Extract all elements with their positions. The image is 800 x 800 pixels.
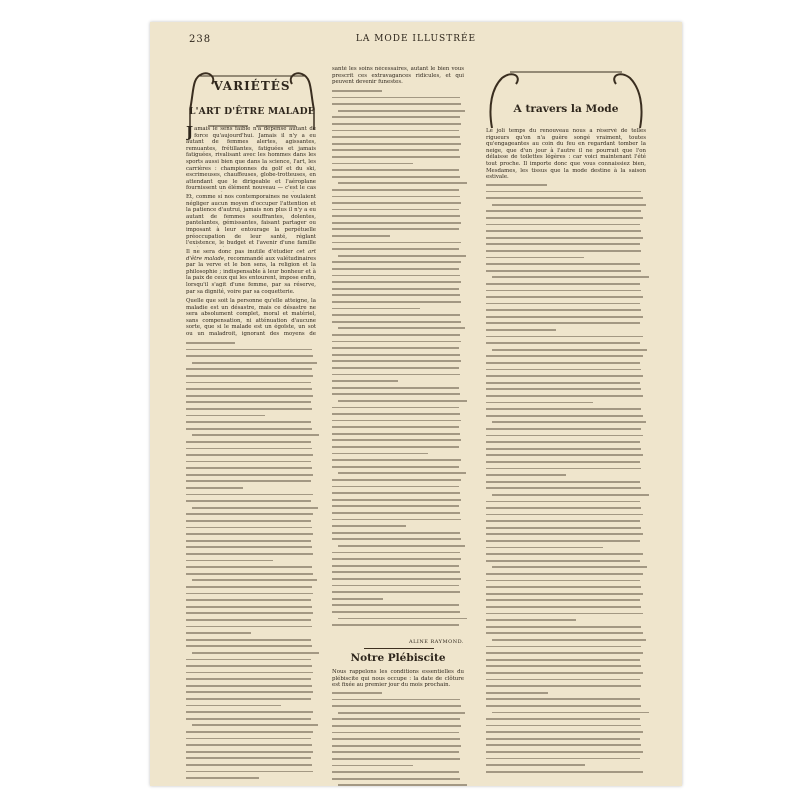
text-line	[186, 355, 313, 357]
text-line	[332, 604, 459, 606]
text-line	[332, 156, 460, 158]
text-line	[332, 116, 460, 118]
text-line	[332, 771, 459, 773]
text-line	[486, 448, 641, 450]
text-line	[486, 257, 584, 259]
text-line	[186, 744, 312, 746]
text-line	[332, 281, 461, 283]
text-line	[186, 395, 313, 397]
page-number: 238	[189, 34, 212, 45]
text-line	[186, 388, 312, 390]
text-line	[186, 612, 313, 614]
paragraph-text: Le joli temps du renouveau nous a réservé de telles rigueurs qu'on n'a guère songé vraiment, toutes qu'engageantes au coin du feu en regardant tomber la neige, que d'un jour à l'autre il ne pourrait que l'on délaisse de toilettes légères : car voici maintenant l'été tout proche. Il importe donc que vous connaissiez bien, Mesdames, les tissus que la mode destine à la saison estivale.	[486, 128, 646, 181]
text-line	[332, 123, 461, 125]
text-line	[332, 732, 459, 734]
text-line	[186, 777, 259, 779]
text-line	[332, 163, 413, 165]
text-line	[486, 217, 643, 219]
paragraph-text: Et, comme si nos contemporaines ne voulaient négliger aucun moyen d'occuper l'attention et la patience d'autrui, jamais non plus il n'y a eu autant de femmes souffrantes, dolentes, pantelantes, gémissantes, faisant partager ou imposant à leur entourage la perpétuelle préoccupation de leur santé, réglant l'existence, le budget et l'avenir d'une famille	[186, 194, 316, 247]
text-line	[486, 573, 643, 575]
text-line	[332, 308, 420, 310]
text-line	[186, 454, 313, 456]
text-line	[186, 401, 311, 403]
text-line	[186, 480, 311, 482]
text-line	[186, 540, 311, 542]
text-line	[332, 393, 460, 395]
text-line	[486, 322, 640, 324]
text-line	[486, 329, 556, 331]
text-line	[486, 342, 640, 344]
text-line	[332, 745, 461, 747]
text-line	[338, 327, 465, 329]
article-title: L'ART D'ÊTRE MALADE	[188, 106, 316, 117]
text-line	[338, 784, 467, 786]
text-line	[332, 571, 460, 573]
article-paragraph	[186, 126, 316, 192]
author-signature: ALINE RAYMOND.	[408, 639, 464, 645]
text-line	[486, 725, 641, 727]
text-line	[486, 481, 640, 483]
text-line	[332, 228, 459, 230]
text-line	[486, 250, 641, 252]
text-line	[332, 367, 459, 369]
text-line	[332, 578, 461, 580]
text-line	[186, 659, 311, 661]
text-line	[486, 580, 640, 582]
plebiscite-heading: Notre Plébiscite	[350, 652, 446, 664]
text-line	[332, 738, 460, 740]
right-title-ornament-icon	[486, 66, 646, 130]
text-line	[332, 525, 406, 527]
text-line	[186, 698, 311, 700]
text-line	[186, 382, 311, 384]
text-line	[486, 375, 643, 377]
text-line	[186, 342, 235, 344]
paragraph-text: amais le sens faible n'a dépensé autant de force qu'aujourd'hui. Jamais il n'y a eu autant de femmes alertes, agissantes, remuantes, frétillantes, fatiguées et jamais fatiguées, rivalisant avec les hommes dans les sports aussi bien que dans la science, l'art, les carrières : championnes du golf et du ski, escrimeuses, chauffeuses, globe-trotteuses, en attendant que le dirigeable et l'aéroplane fournissent un élément nouveau — c'est le cas	[186, 126, 316, 192]
text-line	[332, 765, 413, 767]
text-line	[486, 540, 640, 542]
text-line	[186, 751, 313, 753]
text-line	[486, 520, 640, 522]
text-line	[186, 474, 313, 476]
text-line	[486, 533, 643, 535]
text-line	[186, 520, 311, 522]
text-line	[486, 738, 640, 740]
text-line	[186, 593, 313, 595]
text-line	[186, 691, 313, 693]
text-line	[486, 626, 641, 628]
text-line	[332, 294, 460, 296]
paragraph-text: Quelle que soit la personne qu'elle atteigne, la maladie est un désastre, mais ce désastre ne sera absolument complet, moral et matériel, sans compensation, ni atténuation d'aucune sorte, que si le malade est un égoïste, un sot ou un maladroit, ignorant des moyens de	[186, 298, 316, 337]
text-line	[332, 439, 461, 441]
text-line	[338, 545, 465, 547]
text-line	[186, 711, 313, 713]
text-line	[186, 705, 281, 707]
text-line	[332, 725, 461, 727]
text-line	[186, 738, 311, 740]
divider	[364, 648, 434, 649]
text-line	[486, 586, 641, 588]
text-line	[486, 679, 640, 681]
article-paragraph	[186, 249, 316, 296]
text-line	[486, 599, 640, 601]
paragraph-text: santé les soins nécessaires, autant le bien vous prescrit ces extravagances ridicules, et qui peuvent devenir funestes.	[332, 66, 464, 86]
text-line	[332, 552, 460, 554]
text-line	[492, 276, 649, 278]
text-line	[486, 184, 547, 186]
text-line	[338, 400, 467, 402]
text-line	[332, 196, 460, 198]
text-line	[486, 395, 643, 397]
article-paragraph	[332, 66, 464, 86]
text-line	[186, 731, 313, 733]
text-line	[338, 255, 466, 257]
text-line	[492, 712, 649, 714]
text-line	[332, 705, 461, 707]
text-line	[332, 512, 460, 514]
text-line	[486, 692, 548, 694]
text-line	[332, 209, 459, 211]
text-line	[486, 303, 640, 305]
text-line	[332, 202, 461, 204]
text-line	[186, 546, 312, 548]
text-line	[338, 712, 465, 714]
text-line	[332, 751, 459, 753]
text-line	[486, 501, 640, 503]
text-line	[486, 270, 641, 272]
text-line	[332, 446, 459, 448]
text-line	[186, 533, 313, 535]
text-line	[186, 771, 313, 773]
text-line	[186, 448, 312, 450]
text-line	[486, 263, 640, 265]
text-line	[332, 341, 461, 343]
text-line	[186, 513, 313, 515]
text-line	[332, 486, 459, 488]
text-line	[486, 764, 585, 766]
text-line	[186, 500, 311, 502]
text-line	[186, 665, 312, 667]
text-line	[486, 243, 640, 245]
text-line	[486, 309, 641, 311]
text-line	[186, 461, 311, 463]
text-line	[186, 639, 311, 641]
text-line	[332, 90, 382, 92]
text-line	[186, 619, 311, 621]
text-line	[332, 97, 460, 99]
text-line	[192, 579, 317, 581]
text-line	[486, 698, 640, 700]
text-line	[332, 360, 461, 362]
newspaper-page	[150, 22, 682, 786]
text-line	[486, 665, 641, 667]
masthead: LA MODE ILLUSTRÉE	[355, 34, 477, 44]
text-line	[332, 413, 460, 415]
text-line	[192, 652, 319, 654]
paragraph-text: Il ne sera donc pas inutile d'étudier	[186, 249, 294, 255]
text-line	[492, 494, 649, 496]
text-line	[486, 210, 641, 212]
text-line	[332, 624, 459, 626]
text-line	[186, 415, 265, 417]
text-line	[186, 678, 311, 680]
text-line	[332, 242, 461, 244]
text-line	[486, 230, 641, 232]
text-line	[186, 757, 311, 759]
text-line	[332, 222, 461, 224]
text-line	[186, 632, 251, 634]
text-line	[192, 434, 319, 436]
text-line	[486, 685, 641, 687]
text-line	[486, 441, 640, 443]
text-line	[486, 369, 641, 371]
text-line	[486, 560, 640, 562]
text-line	[332, 288, 459, 290]
text-line	[332, 538, 461, 540]
text-line	[486, 744, 641, 746]
text-line	[186, 368, 312, 370]
text-line	[332, 532, 460, 534]
text-line	[186, 553, 313, 555]
text-line	[332, 758, 460, 760]
text-line	[486, 191, 641, 193]
text-line	[332, 176, 460, 178]
text-line	[332, 492, 460, 494]
text-line	[486, 415, 643, 417]
text-line	[486, 507, 641, 509]
section-title: VARIÉTÉS	[213, 79, 291, 93]
text-line	[332, 611, 460, 613]
text-line	[332, 407, 459, 409]
text-line	[486, 646, 641, 648]
text-line	[486, 382, 640, 384]
text-line	[186, 626, 312, 628]
text-line	[186, 672, 313, 674]
text-line	[486, 408, 641, 410]
text-line	[332, 426, 459, 428]
text-line	[332, 136, 460, 138]
text-line	[332, 248, 459, 250]
text-line	[492, 639, 646, 641]
text-line	[486, 606, 641, 608]
text-line	[332, 268, 459, 270]
text-line	[486, 296, 643, 298]
text-line	[486, 237, 643, 239]
text-line	[186, 573, 313, 575]
text-line	[186, 527, 312, 529]
text-line	[486, 659, 640, 661]
text-line	[332, 453, 428, 455]
text-line	[332, 585, 459, 587]
text-line	[186, 408, 312, 410]
text-line	[338, 618, 467, 620]
text-line	[186, 487, 243, 489]
article-paragraph	[332, 669, 464, 689]
text-line	[486, 672, 643, 674]
text-line	[332, 169, 459, 171]
text-line	[338, 110, 465, 112]
text-line	[186, 645, 312, 647]
text-line	[492, 421, 646, 423]
text-line	[332, 189, 459, 191]
text-line	[186, 421, 311, 423]
text-line	[186, 467, 312, 469]
text-line	[486, 362, 640, 364]
text-line	[186, 586, 312, 588]
text-line	[192, 362, 317, 364]
text-line	[332, 692, 382, 694]
text-line	[332, 699, 460, 701]
text-line	[338, 182, 467, 184]
text-line	[486, 290, 641, 292]
text-block	[186, 342, 316, 784]
text-line	[332, 558, 461, 560]
text-line	[192, 724, 318, 726]
text-line	[486, 336, 643, 338]
text-line	[486, 355, 643, 357]
text-line	[186, 494, 313, 496]
text-line	[492, 204, 646, 206]
text-line	[486, 388, 641, 390]
text-line	[332, 235, 390, 237]
text-line	[332, 420, 461, 422]
text-line	[192, 507, 318, 509]
text-line	[486, 751, 643, 753]
text-line	[486, 435, 643, 437]
text-line	[186, 349, 312, 351]
text-line	[186, 441, 311, 443]
text-line	[486, 474, 566, 476]
right-column-title: A travers la Mode	[513, 103, 619, 115]
text-line	[486, 705, 641, 707]
text-line	[486, 514, 643, 516]
text-line	[486, 718, 640, 720]
text-line	[486, 547, 603, 549]
text-line	[486, 316, 643, 318]
text-line	[332, 718, 460, 720]
paragraph-italic: cet art d'être malade	[186, 249, 316, 262]
text-line	[332, 103, 461, 105]
text-line	[332, 374, 460, 376]
text-block	[332, 90, 464, 631]
text-line	[332, 380, 398, 382]
text-line	[332, 301, 461, 303]
text-line	[186, 428, 312, 430]
text-block	[332, 692, 464, 786]
text-line	[332, 459, 461, 461]
text-line	[332, 387, 459, 389]
text-line	[486, 224, 640, 226]
text-line	[332, 565, 459, 567]
text-line	[332, 347, 459, 349]
text-line	[492, 349, 647, 351]
text-line	[332, 215, 460, 217]
text-line	[186, 560, 273, 562]
text-line	[486, 613, 643, 615]
text-line	[486, 731, 643, 733]
text-line	[486, 461, 640, 463]
text-line	[486, 553, 643, 555]
text-line	[486, 593, 643, 595]
text-line	[332, 479, 461, 481]
paragraph-text: , recommandé aux valétudinaires par la verve et le bon sens, la religion et la philosophie ; indispensable à leur bonheur et à la paix de ceux qui les entourent, impose enfin, lorsqu'il s'agit d'une femme, par sa réserve, par sa dignité, voire par sa coquetterie.	[186, 255, 316, 295]
text-line	[332, 314, 460, 316]
text-line	[332, 598, 383, 600]
text-line	[186, 599, 311, 601]
paragraph-text: Nous rappelons les conditions essentielles du plébiscite qui nous occupe : la date de clôture est fixée au premier jour du mois prochain.	[332, 669, 464, 689]
text-line	[186, 764, 312, 766]
text-line	[332, 591, 460, 593]
text-line	[486, 758, 640, 760]
text-line	[486, 632, 643, 634]
text-line	[332, 354, 460, 356]
text-line	[186, 685, 312, 687]
text-line	[332, 143, 461, 145]
text-line	[332, 519, 461, 521]
text-line	[186, 566, 312, 568]
text-line	[486, 771, 643, 773]
text-line	[486, 652, 643, 654]
text-line	[486, 428, 641, 430]
text-line	[186, 718, 311, 720]
text-line	[486, 454, 643, 456]
drop-cap: J	[186, 126, 194, 141]
article-paragraph	[186, 298, 316, 338]
text-line	[492, 566, 647, 568]
text-line	[332, 499, 461, 501]
article-paragraph	[186, 194, 316, 247]
text-line	[332, 778, 460, 780]
text-line	[332, 275, 460, 277]
text-line	[332, 334, 460, 336]
text-line	[186, 375, 313, 377]
text-line	[332, 130, 459, 132]
text-line	[486, 619, 576, 621]
text-line	[486, 197, 643, 199]
text-line	[332, 261, 461, 263]
text-line	[332, 505, 459, 507]
text-line	[332, 466, 459, 468]
text-line	[486, 283, 640, 285]
text-line	[486, 527, 641, 529]
text-line	[486, 402, 593, 404]
text-line	[332, 433, 460, 435]
article-paragraph	[486, 128, 646, 181]
text-block	[486, 184, 646, 777]
text-line	[332, 321, 461, 323]
text-line	[332, 149, 459, 151]
text-line	[486, 487, 641, 489]
text-line	[338, 472, 466, 474]
text-line	[186, 606, 312, 608]
text-line	[486, 468, 641, 470]
